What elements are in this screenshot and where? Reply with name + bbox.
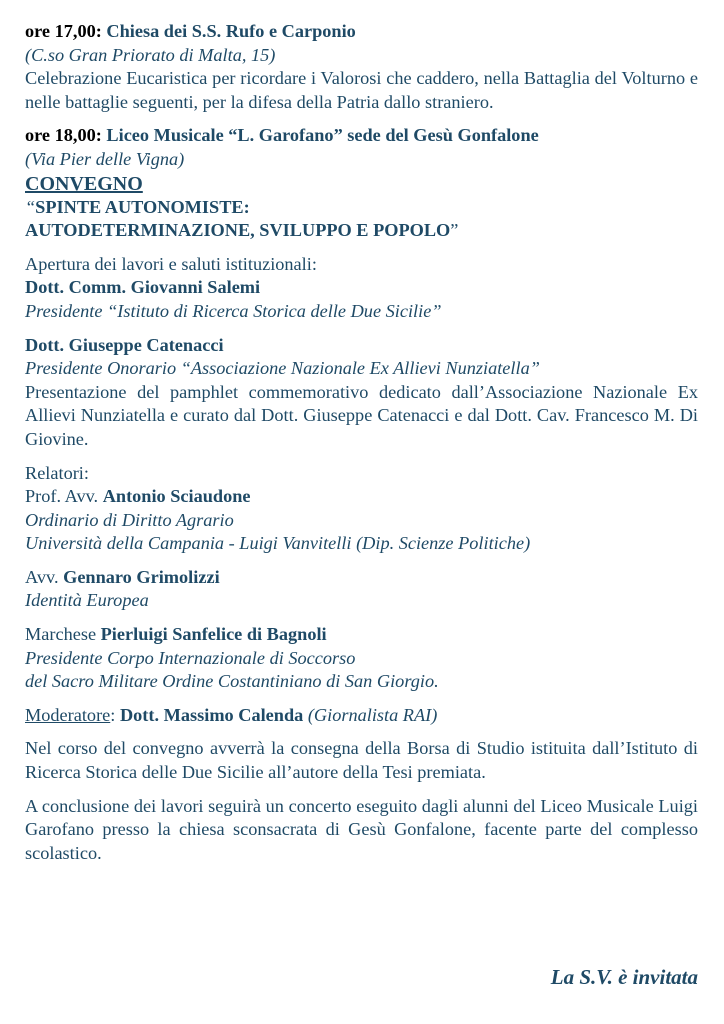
event-address: (C.so Gran Priorato di Malta, 15)	[25, 44, 276, 65]
moderator-section: Moderatore: Dott. Massimo Calenda (Giornalista RAI)	[25, 704, 438, 725]
moderator-label: Moderatore	[25, 704, 111, 725]
speaker-name: Dott. Giuseppe Catenacci	[25, 334, 224, 355]
opening-section	[25, 253, 698, 324]
event-description: Celebrazione Eucaristica per ricordare i Valorosi che caddero, nella Battaglia del Volturno e nelle battaglie seguenti, per la difesa della Patria dallo straniero.	[25, 68, 698, 112]
concert-paragraph: A conclusione dei lavori seguirà un concerto eseguito dagli alunni del Liceo Musicale Luigi Garofano presso la chiesa sconsacrata di Gesù Gonfalone, facente parte del complesso scolastico.	[25, 795, 698, 863]
event-chiesa	[25, 20, 698, 114]
speaker-role: Presidente “Istituto di Ricerca Storica delle Due Sicilie”	[25, 300, 442, 321]
pamphlet-text: Presentazione del pamphlet commemorativo dedicato dall’Associazione Nazionale Ex Allievi Nunziatella e curato dal Dott. Giuseppe Catenacci e dal Dott. Cav. Francesco M. Di Giovine.	[25, 381, 698, 449]
speaker-affiliation: del Sacro Militare Ordine Costantiniano di San Giorgio.	[25, 671, 439, 692]
scholarship-paragraph: Nel corso del convegno avverrà la consegna della Borsa di Studio istituita dall’Istituto di Ricerca Storica delle Due Sicilie all’autore della Tesi premiata.	[25, 738, 698, 783]
speaker-role: Presidente Corpo Internazionale di Soccorso	[25, 647, 356, 668]
opening-label: Apertura dei lavori e saluti istituzionali:	[25, 253, 317, 274]
speaker-sciaudone	[25, 462, 698, 556]
convegno-title-line1: “SPINTE AUTONOMISTE:	[25, 196, 250, 217]
closing-invitation: La S.V. è invitata	[550, 965, 698, 989]
speaker-prefix: Prof. Avv.	[25, 486, 99, 507]
event-place: Liceo Musicale “L. Garofano” sede del Gesù Gonfalone	[106, 125, 539, 146]
speaker-affiliation: Università della Campania - Luigi Vanvitelli (Dip. Scienze Politiche)	[25, 533, 531, 554]
convegno-heading: CONVEGNO	[25, 172, 143, 195]
convegno-title-line2: AUTODETERMINAZIONE, SVILUPPO E POPOLO”	[25, 220, 459, 241]
speaker-name: Gennaro Grimolizzi	[63, 566, 220, 587]
speaker-role: Identità Europea	[25, 590, 149, 611]
speakers-label: Relatori:	[25, 462, 89, 483]
moderator-name: Dott. Massimo Calenda	[119, 704, 304, 725]
speaker-grimolizzi	[25, 566, 698, 613]
speaker-prefix: Marchese	[25, 624, 97, 645]
event-time: ore 18,00:	[25, 125, 102, 146]
event-heading	[25, 20, 698, 44]
event-time: ore 17,00:	[25, 21, 102, 41]
speaker-name: Dott. Comm. Giovanni Salemi	[25, 277, 261, 298]
speaker-role: Presidente Onorario “Associazione Nazionale Ex Allievi Nunziatella”	[25, 358, 540, 379]
speaker-role: Ordinario di Diritto Agrario	[25, 509, 234, 530]
moderator-note: (Giornalista RAI)	[307, 704, 438, 725]
event-convegno	[25, 124, 698, 242]
event-address: (Via Pier delle Vigna)	[25, 148, 185, 169]
speaker-name: Pierluigi Sanfelice di Bagnoli	[100, 624, 327, 645]
event-place: Chiesa dei S.S. Rufo e Carponio	[106, 21, 356, 41]
speaker-sanfelice	[25, 623, 698, 694]
speaker-name: Antonio Sciaudone	[102, 486, 251, 507]
speaker-prefix: Avv.	[25, 566, 59, 587]
event-heading	[25, 124, 698, 148]
catenacci-section	[25, 334, 698, 452]
